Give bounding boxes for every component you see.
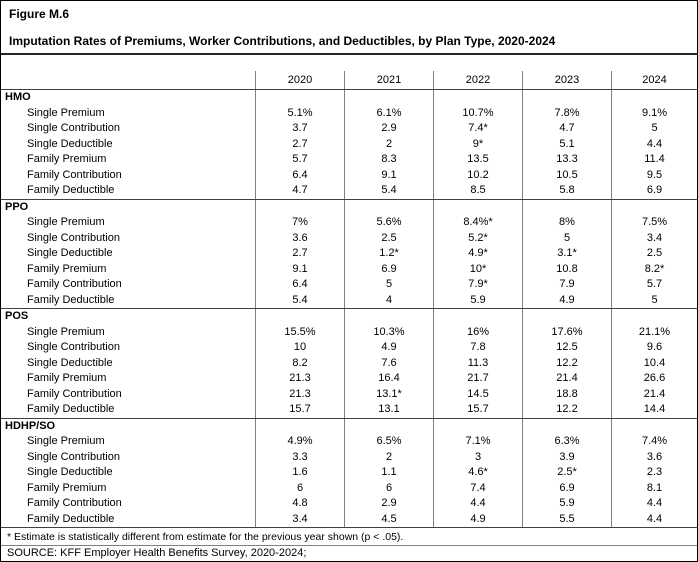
row-label: Single Premium xyxy=(27,435,105,447)
value-cell: 5 xyxy=(611,293,697,309)
value-cell: 14.4 xyxy=(611,402,697,418)
value-cell: 13.1* xyxy=(344,387,433,403)
value-cell: 2.9 xyxy=(344,496,433,512)
value-cell: 12.5 xyxy=(522,340,611,356)
value-cell: 3.4 xyxy=(611,231,697,247)
value-cell: 7.5% xyxy=(611,215,697,231)
value-cell: 6.9 xyxy=(344,262,433,278)
empty-cell xyxy=(344,200,433,216)
empty-cell xyxy=(522,309,611,325)
empty-cell xyxy=(611,309,697,325)
value-cell: 16.4 xyxy=(344,371,433,387)
value-cell: 2 xyxy=(344,450,433,466)
row-label: Family Deductible xyxy=(27,184,115,196)
table-row xyxy=(1,215,697,231)
value-cell: 15.5% xyxy=(255,325,344,341)
table-row xyxy=(1,512,697,528)
value-cell: 4 xyxy=(344,293,433,309)
empty-cell xyxy=(433,309,522,325)
section-header-row xyxy=(1,90,697,106)
empty-cell xyxy=(611,200,697,216)
table-row xyxy=(1,402,697,418)
value-cell: 15.7 xyxy=(433,402,522,418)
row-label: Single Contribution xyxy=(27,341,120,353)
value-cell: 26.6 xyxy=(611,371,697,387)
plan-type-label: PPO xyxy=(5,200,29,213)
value-cell: 8.5 xyxy=(433,183,522,199)
value-cell: 13.3 xyxy=(522,152,611,168)
empty-cell xyxy=(522,200,611,216)
value-cell: 7.4 xyxy=(433,481,522,497)
value-cell: 4.8 xyxy=(255,496,344,512)
value-cell: 7% xyxy=(255,215,344,231)
value-cell: 7.4* xyxy=(433,121,522,137)
row-label: Family Premium xyxy=(27,372,107,384)
table-row xyxy=(1,293,697,309)
value-cell: 5.9 xyxy=(433,293,522,309)
row-label: Single Contribution xyxy=(27,231,120,244)
plan-type-section xyxy=(1,308,697,418)
row-label: Family Contribution xyxy=(27,278,122,290)
value-cell: 3.6 xyxy=(255,231,344,247)
value-cell: 4.4 xyxy=(433,496,522,512)
value-cell: 18.8 xyxy=(522,387,611,403)
value-cell: 10.3% xyxy=(344,325,433,341)
footnote: * Estimate is statistically different from estimate for the previous year shown (p < .05). xyxy=(1,528,697,546)
value-cell: 2.9 xyxy=(344,121,433,137)
value-cell: 21.4 xyxy=(611,387,697,403)
value-cell: 13.1 xyxy=(344,402,433,418)
value-cell: 6.9 xyxy=(522,481,611,497)
table-row xyxy=(1,262,697,278)
value-cell: 5.4 xyxy=(255,293,344,309)
value-cell: 4.7 xyxy=(255,183,344,199)
value-cell: 9.1 xyxy=(255,262,344,278)
year-header-row xyxy=(1,71,697,89)
value-cell: 3.4 xyxy=(255,512,344,528)
figure-title: Imputation Rates of Premiums, Worker Contributions, and Deductibles, by Plan Type, 2020-2024 xyxy=(9,34,556,48)
table-row xyxy=(1,465,697,481)
table-row xyxy=(1,387,697,403)
value-cell: 4.7 xyxy=(522,121,611,137)
table-row xyxy=(1,168,697,184)
value-cell: 3 xyxy=(433,450,522,466)
plan-type-label: HMO xyxy=(5,91,31,103)
table-row xyxy=(1,450,697,466)
row-label: Family Contribution xyxy=(27,497,122,509)
value-cell: 21.4 xyxy=(522,371,611,387)
value-cell: 10.5 xyxy=(522,168,611,184)
value-cell: 6.4 xyxy=(255,168,344,184)
imputation-table xyxy=(1,71,697,528)
table-row xyxy=(1,152,697,168)
empty-cell xyxy=(433,419,522,435)
plan-type-label: HDHP/SO xyxy=(5,419,56,432)
value-cell: 4.9% xyxy=(255,434,344,450)
table-row xyxy=(1,183,697,199)
value-cell: 1.6 xyxy=(255,465,344,481)
row-label: Family Premium xyxy=(27,262,107,275)
year-header: 2024 xyxy=(611,71,697,89)
value-cell: 10.7% xyxy=(433,106,522,122)
value-cell: 10* xyxy=(433,262,522,278)
value-cell: 14.5 xyxy=(433,387,522,403)
row-label: Single Deductible xyxy=(27,466,113,478)
row-label: Single Premium xyxy=(27,325,105,338)
value-cell: 6 xyxy=(344,481,433,497)
row-label: Family Contribution xyxy=(27,168,122,181)
value-cell: 7.8% xyxy=(522,106,611,122)
row-label: Family Deductible xyxy=(27,512,115,525)
value-cell: 2.7 xyxy=(255,137,344,153)
table-row xyxy=(1,434,697,450)
empty-cell xyxy=(522,419,611,435)
value-cell: 5.6% xyxy=(344,215,433,231)
value-cell: 7.8 xyxy=(433,340,522,356)
year-header: 2021 xyxy=(344,71,433,89)
value-cell: 3.3 xyxy=(255,450,344,466)
corner-cell xyxy=(1,71,255,89)
empty-cell xyxy=(344,309,433,325)
empty-cell xyxy=(255,309,344,325)
value-cell: 3.7 xyxy=(255,121,344,137)
value-cell: 2.5* xyxy=(522,465,611,481)
value-cell: 7.4% xyxy=(611,434,697,450)
value-cell: 4.9* xyxy=(433,246,522,262)
value-cell: 7.9 xyxy=(522,277,611,293)
value-cell: 9.6 xyxy=(611,340,697,356)
empty-cell xyxy=(611,90,697,106)
value-cell: 5.1 xyxy=(522,137,611,153)
value-cell: 6.3% xyxy=(522,434,611,450)
value-cell: 6.4 xyxy=(255,277,344,293)
value-cell: 5.4 xyxy=(344,183,433,199)
value-cell: 8.1 xyxy=(611,481,697,497)
table-row xyxy=(1,371,697,387)
value-cell: 5 xyxy=(522,231,611,247)
value-cell: 3.9 xyxy=(522,450,611,466)
value-cell: 10.2 xyxy=(433,168,522,184)
value-cell: 10 xyxy=(255,340,344,356)
value-cell: 4.9 xyxy=(522,293,611,309)
value-cell: 4.6* xyxy=(433,465,522,481)
value-cell: 3.1* xyxy=(522,246,611,262)
table-row xyxy=(1,277,697,293)
value-cell: 1.1 xyxy=(344,465,433,481)
value-cell: 6.5% xyxy=(344,434,433,450)
value-cell: 11.3 xyxy=(433,356,522,372)
value-cell: 9* xyxy=(433,137,522,153)
plan-type-section xyxy=(1,199,697,309)
value-cell: 12.2 xyxy=(522,402,611,418)
value-cell: 2.7 xyxy=(255,246,344,262)
table-row xyxy=(1,481,697,497)
figure-header xyxy=(1,1,697,55)
value-cell: 5.9 xyxy=(522,496,611,512)
table-body xyxy=(1,89,697,528)
plan-type-section xyxy=(1,89,697,199)
value-cell: 2.5 xyxy=(611,246,697,262)
empty-cell xyxy=(522,90,611,106)
value-cell: 2 xyxy=(344,137,433,153)
empty-cell xyxy=(433,200,522,216)
row-label: Single Deductible xyxy=(27,247,113,259)
value-cell: 9.1% xyxy=(611,106,697,122)
value-cell: 5 xyxy=(344,277,433,293)
value-cell: 8.2 xyxy=(255,356,344,372)
value-cell: 8% xyxy=(522,215,611,231)
value-cell: 21.7 xyxy=(433,371,522,387)
value-cell: 4.4 xyxy=(611,137,697,153)
value-cell: 15.7 xyxy=(255,402,344,418)
value-cell: 4.9 xyxy=(433,512,522,528)
row-label: Family Premium xyxy=(27,153,107,165)
empty-cell xyxy=(255,200,344,216)
value-cell: 21.3 xyxy=(255,371,344,387)
section-header-row xyxy=(1,309,697,325)
value-cell: 5.8 xyxy=(522,183,611,199)
empty-cell xyxy=(611,419,697,435)
value-cell: 5.7 xyxy=(255,152,344,168)
value-cell: 13.5 xyxy=(433,152,522,168)
value-cell: 5 xyxy=(611,121,697,137)
empty-cell xyxy=(255,419,344,435)
row-label: Family Premium xyxy=(27,481,107,494)
table-row xyxy=(1,246,697,262)
value-cell: 4.5 xyxy=(344,512,433,528)
row-label: Family Deductible xyxy=(27,403,115,415)
value-cell: 5.2* xyxy=(433,231,522,247)
value-cell: 7.1% xyxy=(433,434,522,450)
value-cell: 5.7 xyxy=(611,277,697,293)
value-cell: 21.3 xyxy=(255,387,344,403)
value-cell: 10.4 xyxy=(611,356,697,372)
value-cell: 10.8 xyxy=(522,262,611,278)
row-label: Single Premium xyxy=(27,106,105,119)
value-cell: 16% xyxy=(433,325,522,341)
table-row xyxy=(1,356,697,372)
value-cell: 4.4 xyxy=(611,496,697,512)
row-label: Single Deductible xyxy=(27,356,113,369)
year-header: 2022 xyxy=(433,71,522,89)
value-cell: 2.3 xyxy=(611,465,697,481)
value-cell: 12.2 xyxy=(522,356,611,372)
value-cell: 8.2* xyxy=(611,262,697,278)
year-header: 2023 xyxy=(522,71,611,89)
table-row xyxy=(1,121,697,137)
value-cell: 4.9 xyxy=(344,340,433,356)
value-cell: 8.3 xyxy=(344,152,433,168)
value-cell: 17.6% xyxy=(522,325,611,341)
empty-cell xyxy=(344,419,433,435)
row-label: Single Contribution xyxy=(27,122,120,134)
table-row xyxy=(1,137,697,153)
empty-cell xyxy=(344,90,433,106)
empty-cell xyxy=(255,90,344,106)
plan-type-label: POS xyxy=(5,310,29,322)
value-cell: 6.9 xyxy=(611,183,697,199)
table-row xyxy=(1,231,697,247)
value-cell: 5.5 xyxy=(522,512,611,528)
year-header: 2020 xyxy=(255,71,344,89)
value-cell: 7.9* xyxy=(433,277,522,293)
value-cell: 7.6 xyxy=(344,356,433,372)
value-cell: 11.4 xyxy=(611,152,697,168)
section-header-row xyxy=(1,200,697,216)
figure-label: Figure M.6 xyxy=(9,7,70,21)
value-cell: 9.1 xyxy=(344,168,433,184)
row-label: Single Premium xyxy=(27,216,105,228)
value-cell: 2.5 xyxy=(344,231,433,247)
value-cell: 5.1% xyxy=(255,106,344,122)
value-cell: 1.2* xyxy=(344,246,433,262)
value-cell: 3.6 xyxy=(611,450,697,466)
row-label: Single Contribution xyxy=(27,450,120,463)
value-cell: 6.1% xyxy=(344,106,433,122)
row-label: Family Deductible xyxy=(27,293,115,306)
value-cell: 9.5 xyxy=(611,168,697,184)
plan-type-section xyxy=(1,418,697,528)
row-label: Single Deductible xyxy=(27,137,113,150)
value-cell: 6 xyxy=(255,481,344,497)
value-cell: 4.4 xyxy=(611,512,697,528)
table-row xyxy=(1,325,697,341)
value-cell: 8.4%* xyxy=(433,215,522,231)
table-row xyxy=(1,340,697,356)
empty-cell xyxy=(433,90,522,106)
source-note: SOURCE: KFF Employer Health Benefits Survey, 2020-2024; xyxy=(7,547,307,559)
table-row xyxy=(1,496,697,512)
section-header-row xyxy=(1,419,697,435)
table-row xyxy=(1,106,697,122)
row-label: Family Contribution xyxy=(27,387,122,400)
value-cell: 21.1% xyxy=(611,325,697,341)
